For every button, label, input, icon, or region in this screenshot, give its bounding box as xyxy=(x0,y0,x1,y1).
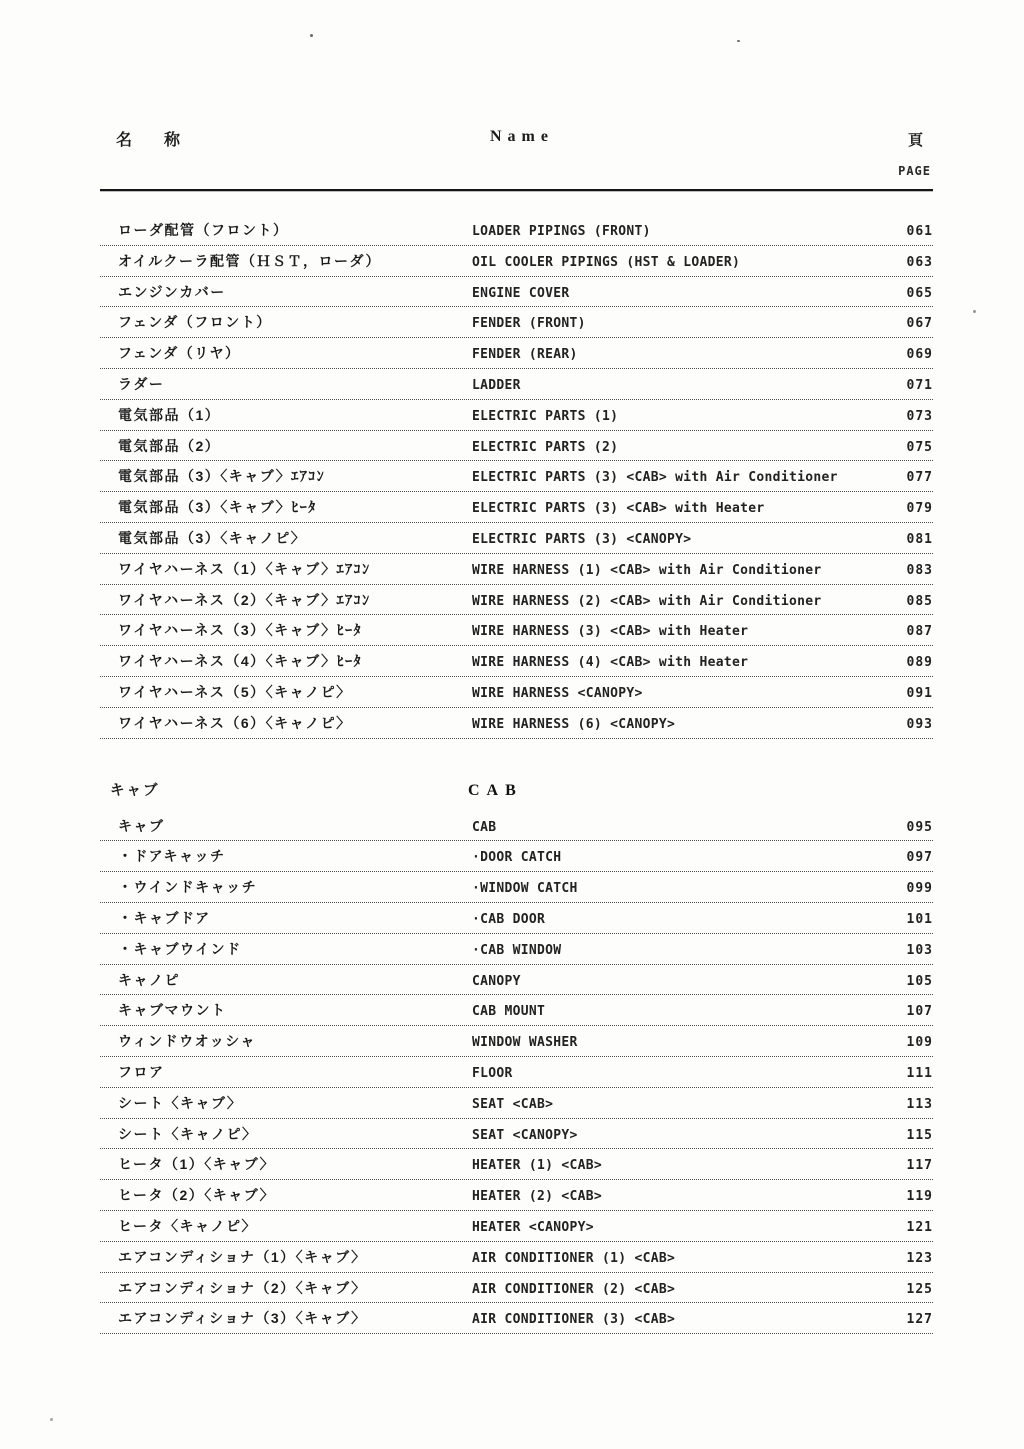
toc-item-name-en: CAB MOUNT xyxy=(472,1004,546,1020)
toc-content xyxy=(100,125,933,1334)
toc-item-name-ja: ヒータ〈キャノピ〉 xyxy=(118,1217,257,1234)
toc-row xyxy=(100,615,933,646)
toc-item-name-ja: ワイヤハーネス（1）〈キャブ〉ｴｱｺﾝ xyxy=(118,560,371,577)
toc-item-name-en: ELECTRIC PARTS (2) xyxy=(472,439,619,455)
toc-item-page: 089 xyxy=(906,655,933,671)
toc-item-name-en: ·WINDOW CATCH xyxy=(472,881,578,897)
toc-item-name-ja: エアコンディショナ（2）〈キャブ〉 xyxy=(118,1279,367,1296)
toc-row xyxy=(100,1211,933,1242)
scan-speck xyxy=(310,34,313,37)
toc-item-name-en: ·DOOR CATCH xyxy=(472,850,562,866)
toc-row xyxy=(100,585,933,616)
toc-item-page: 117 xyxy=(906,1158,933,1174)
toc-item-name-ja: 電気部品（3）〈キャブ〉ﾋｰﾀ xyxy=(118,499,317,516)
toc-item-name-ja: ワイヤハーネス（2）〈キャブ〉ｴｱｺﾝ xyxy=(118,591,371,608)
table-header xyxy=(100,125,933,189)
toc-item-name-ja: キャノピ xyxy=(118,971,180,988)
toc-item-name-ja: ワイヤハーネス（6）〈キャノピ〉 xyxy=(118,714,352,731)
toc-row xyxy=(100,677,933,708)
column-header-name-en: Name xyxy=(490,128,554,145)
toc-row xyxy=(100,903,933,934)
toc-row xyxy=(100,995,933,1026)
toc-item-page: 119 xyxy=(906,1189,933,1205)
toc-item-name-ja: ウィンドウオッシャ xyxy=(118,1033,256,1050)
toc-item-name-ja: ・キャブドア xyxy=(118,909,211,926)
toc-item-name-ja: シート〈キャブ〉 xyxy=(118,1094,243,1111)
name-ja-char-2: 称 xyxy=(164,132,183,149)
toc-item-name-ja: フェンダ（リヤ） xyxy=(118,345,241,362)
toc-item-name-ja: ワイヤハーネス（3）〈キャブ〉ﾋｰﾀ xyxy=(118,622,363,639)
toc-item-name-en: WINDOW WASHER xyxy=(472,1035,578,1051)
column-header-page-en: PAGE xyxy=(898,164,931,178)
toc-item-name-ja: ・ドアキャッチ xyxy=(118,848,226,865)
toc-row xyxy=(100,811,933,842)
toc-row xyxy=(100,215,933,246)
toc-item-name-en: ·CAB WINDOW xyxy=(472,942,562,958)
toc-item-page: 061 xyxy=(906,224,933,239)
column-header-name-ja xyxy=(116,127,182,150)
toc-item-page: 115 xyxy=(906,1127,933,1143)
toc-row xyxy=(100,523,933,554)
toc-item-page: 109 xyxy=(906,1035,933,1051)
toc-row xyxy=(100,708,933,739)
toc-item-name-ja: フロア xyxy=(118,1063,165,1080)
toc-item-name-ja: シート〈キャノピ〉 xyxy=(118,1125,258,1142)
toc-item-page: 095 xyxy=(906,819,933,835)
toc-row xyxy=(100,307,933,338)
toc-item-page: 063 xyxy=(906,254,933,270)
toc-item-page: 065 xyxy=(906,285,933,301)
toc-row xyxy=(100,431,933,462)
toc-item-page: 085 xyxy=(906,593,933,609)
toc-row xyxy=(100,934,933,965)
toc-item-name-ja: ワイヤハーネス（5）〈キャノピ〉 xyxy=(118,683,352,700)
toc-item-name-en: AIR CONDITIONER (2) <CAB> xyxy=(472,1281,676,1297)
toc-item-name-ja: エンジンカバー xyxy=(118,283,226,300)
toc-row xyxy=(100,369,933,400)
toc-item-page: 111 xyxy=(906,1065,933,1081)
toc-item-name-ja: フェンダ（フロント） xyxy=(118,314,272,331)
toc-item-page: 097 xyxy=(906,850,933,866)
toc-item-name-ja: ・ウインドキャッチ xyxy=(118,879,258,896)
toc-item-name-ja: キャブ xyxy=(118,817,165,834)
toc-row xyxy=(100,492,933,523)
toc-row xyxy=(100,400,933,431)
toc-item-page: 113 xyxy=(906,1096,933,1112)
toc-row xyxy=(100,646,933,677)
toc-item-page: 071 xyxy=(906,377,933,393)
toc-row xyxy=(100,461,933,492)
toc-item-name-en: WIRE HARNESS (3) <CAB> with Heater xyxy=(472,624,749,640)
toc-item-name-en: WIRE HARNESS (1) <CAB> with Air Conditioner xyxy=(472,562,822,578)
toc-item-page: 121 xyxy=(906,1219,933,1235)
toc-item-name-ja: ヒータ（1）〈キャブ〉 xyxy=(118,1156,276,1173)
toc-row xyxy=(100,1026,933,1057)
toc-item-page: 081 xyxy=(906,531,933,547)
toc-item-name-en: LADDER xyxy=(472,377,521,393)
toc-item-page: 105 xyxy=(906,973,933,989)
toc-row xyxy=(100,1303,933,1334)
toc-item-name-en: LOADER PIPINGS (FRONT) xyxy=(472,224,651,239)
toc-item-page: 091 xyxy=(906,685,933,701)
toc-item-page: 077 xyxy=(906,470,933,486)
toc-item-name-en: SEAT <CAB> xyxy=(472,1096,554,1112)
toc-item-name-ja: エアコンディショナ（3）〈キャブ〉 xyxy=(118,1310,367,1327)
toc-item-name-en: FENDER (FRONT) xyxy=(472,316,586,332)
toc-item-name-ja: 電気部品（1） xyxy=(118,406,221,423)
toc-row xyxy=(100,1057,933,1088)
toc-item-name-ja: 電気部品（3）〈キャノピ〉 xyxy=(118,529,307,546)
name-ja-char-1: 名 xyxy=(116,132,135,149)
toc-row xyxy=(100,1149,933,1180)
toc-row xyxy=(100,841,933,872)
toc-item-page: 099 xyxy=(906,881,933,897)
toc-item-page: 067 xyxy=(906,316,933,332)
toc-row xyxy=(100,246,933,277)
toc-row xyxy=(100,1180,933,1211)
toc-item-name-en: ELECTRIC PARTS (3) <CANOPY> xyxy=(472,531,692,547)
toc-item-page: 123 xyxy=(906,1250,933,1266)
toc-row xyxy=(100,1242,933,1273)
toc-item-name-ja: 電気部品（2） xyxy=(118,437,221,454)
toc-item-name-en: ·CAB DOOR xyxy=(472,911,546,927)
section-title-ja: キャブ xyxy=(110,782,160,799)
toc-item-page: 073 xyxy=(906,408,933,424)
toc-row xyxy=(100,872,933,903)
toc-item-name-en: HEATER (2) <CAB> xyxy=(472,1189,603,1205)
toc-item-page: 093 xyxy=(906,716,933,732)
toc-item-name-en: CANOPY xyxy=(472,973,521,989)
toc-item-name-ja: ・キャブウインド xyxy=(118,940,242,957)
toc-item-page: 107 xyxy=(906,1004,933,1020)
toc-item-name-en: ELECTRIC PARTS (1) xyxy=(472,408,619,424)
toc-item-name-ja: オイルクーラ配管（ＨＳＴ，ローダ） xyxy=(118,252,381,269)
toc-item-name-en: WIRE HARNESS (2) <CAB> with Air Conditioner xyxy=(472,593,822,609)
toc-item-name-en: HEATER <CANOPY> xyxy=(472,1219,594,1235)
toc-item-name-en: ELECTRIC PARTS (3) <CAB> with Heater xyxy=(472,501,765,517)
toc-item-name-en: WIRE HARNESS (6) <CANOPY> xyxy=(472,716,676,732)
toc-item-page: 083 xyxy=(906,562,933,578)
toc-row xyxy=(100,1273,933,1304)
toc-item-name-en: SEAT <CANOPY> xyxy=(472,1127,578,1143)
toc-row xyxy=(100,554,933,585)
toc-item-page: 075 xyxy=(906,439,933,455)
header-rule xyxy=(100,189,933,191)
toc-item-name-ja: ヒータ（2）〈キャブ〉 xyxy=(118,1187,276,1204)
toc-item-name-en: FENDER (REAR) xyxy=(472,347,578,363)
toc-item-name-ja: 電気部品（3）〈キャブ〉ｴｱｺﾝ xyxy=(118,468,326,485)
toc-item-name-ja: エアコンディショナ（1）〈キャブ〉 xyxy=(118,1248,367,1265)
scan-speck xyxy=(973,310,976,313)
toc-item-page: 103 xyxy=(906,942,933,958)
section-title-en: CAB xyxy=(468,781,523,799)
toc-item-name-en: AIR CONDITIONER (1) <CAB> xyxy=(472,1250,676,1266)
toc-item-page: 125 xyxy=(906,1281,933,1297)
scan-speck xyxy=(737,40,740,42)
toc-row xyxy=(100,277,933,308)
toc-item-page: 079 xyxy=(906,501,933,517)
toc-item-page: 069 xyxy=(906,347,933,363)
toc-item-name-ja: ラダー xyxy=(118,375,165,392)
toc-item-page: 087 xyxy=(906,624,933,640)
toc-item-name-en: HEATER (1) <CAB> xyxy=(472,1158,603,1174)
toc-row xyxy=(100,338,933,369)
toc-item-name-ja: キャブマウント xyxy=(118,1002,227,1019)
toc-item-page: 101 xyxy=(906,911,933,927)
toc-item-name-en: CAB xyxy=(472,819,497,835)
scan-speck xyxy=(50,1418,53,1421)
toc-row xyxy=(100,1119,933,1150)
toc-item-name-ja: ワイヤハーネス（4）〈キャブ〉ﾋｰﾀ xyxy=(118,653,363,670)
toc-sections xyxy=(100,215,933,1334)
toc-row xyxy=(100,965,933,996)
toc-item-name-ja: ローダ配管（フロント） xyxy=(118,222,289,238)
column-header-page-ja: 頁 xyxy=(907,133,923,149)
toc-item-name-en: WIRE HARNESS <CANOPY> xyxy=(472,685,643,701)
section-header xyxy=(100,779,933,807)
toc-item-name-en: WIRE HARNESS (4) <CAB> with Heater xyxy=(472,655,749,671)
toc-item-name-en: ELECTRIC PARTS (3) <CAB> with Air Conditioner xyxy=(472,470,838,486)
toc-item-name-en: AIR CONDITIONER (3) <CAB> xyxy=(472,1312,676,1328)
toc-item-name-en: OIL COOLER PIPINGS (HST & LOADER) xyxy=(472,254,741,270)
toc-item-page: 127 xyxy=(906,1312,933,1328)
toc-item-name-en: FLOOR xyxy=(472,1065,513,1081)
toc-item-name-en: ENGINE COVER xyxy=(472,285,570,301)
toc-row xyxy=(100,1088,933,1119)
